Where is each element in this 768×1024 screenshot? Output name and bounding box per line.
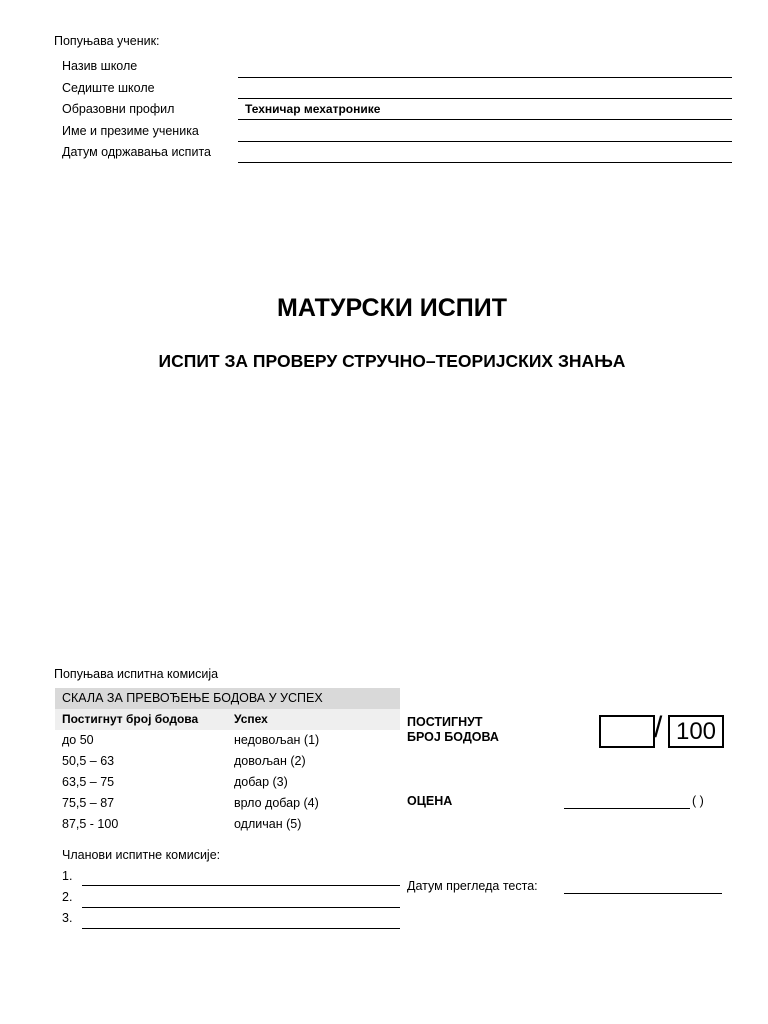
field-line-school-name[interactable] [238, 77, 732, 78]
field-label-school-seat: Седиште школе [62, 81, 155, 95]
page-title: МАТУРСКИ ИСПИТ [277, 294, 507, 322]
points-score-box[interactable] [599, 715, 655, 748]
member-signature-line-2[interactable] [82, 907, 400, 908]
commission-members-label: Чланови испитне комисије: [62, 848, 221, 862]
field-line-exam-date[interactable] [238, 162, 732, 163]
table-row [55, 814, 400, 835]
table-row [55, 772, 400, 793]
table-row [55, 793, 400, 814]
field-label-student-name: Име и презиме ученика [62, 124, 199, 138]
review-date-line[interactable] [564, 893, 722, 894]
column-header-points: Постигнут број бодова [62, 712, 199, 726]
table-row [55, 751, 400, 772]
row-points: 50,5 – 63 [62, 754, 115, 768]
row-grade: довољан (2) [234, 754, 306, 768]
page-subtitle: ИСПИТ ЗА ПРОВЕРУ СТРУЧНО–ТЕОРИЈСКИХ ЗНАЊА [158, 351, 626, 371]
row-grade: врло добар (4) [234, 796, 319, 810]
student-section-heading: Попуњава ученик: [54, 34, 160, 48]
grading-scale-title: СКАЛА ЗА ПРЕВОЂЕЊЕ БОДОВА У УСПЕХ [55, 688, 400, 709]
member-number-1: 1. [62, 869, 73, 883]
member-number-2: 2. [62, 890, 73, 904]
points-label-line1: ПОСТИГНУТ [407, 715, 483, 729]
field-value-educational-profile: Техничар мехатронике [245, 102, 381, 116]
commission-section-heading: Попуњава испитна комисија [54, 667, 219, 681]
row-points: до 50 [62, 733, 94, 747]
column-header-grade: Успех [234, 712, 268, 726]
max-points-box [668, 715, 724, 748]
row-grade: недовољан (1) [234, 733, 320, 747]
grade-label: ОЦЕНА [407, 794, 453, 808]
score-slash: / [654, 711, 663, 744]
field-label-exam-date: Датум одржавања испита [62, 145, 211, 159]
row-points: 63,5 – 75 [62, 775, 115, 789]
row-points: 75,5 – 87 [62, 796, 115, 810]
grading-scale-table [55, 688, 400, 835]
row-grade: добар (3) [234, 775, 288, 789]
max-points-value: 100 [675, 718, 717, 745]
member-signature-line-3[interactable] [82, 928, 400, 929]
review-date-label: Датум прегледа теста: [407, 879, 538, 893]
member-signature-line-1[interactable] [82, 885, 400, 886]
grading-scale-header-row [55, 709, 400, 730]
field-line-school-seat[interactable] [238, 98, 732, 99]
field-label-educational-profile: Образовни профил [62, 102, 175, 116]
grade-parentheses: ( ) [692, 794, 704, 808]
grade-line[interactable] [564, 808, 690, 809]
field-label-school-name: Назив школе [62, 59, 138, 73]
field-line-educational-profile[interactable] [238, 119, 732, 120]
field-line-student-name[interactable] [238, 141, 732, 142]
member-number-3: 3. [62, 911, 73, 925]
points-label-line2: БРОЈ БОДОВА [407, 730, 499, 744]
row-points: 87,5 - 100 [62, 817, 119, 831]
row-grade: одличан (5) [234, 817, 302, 831]
table-row [55, 730, 400, 751]
